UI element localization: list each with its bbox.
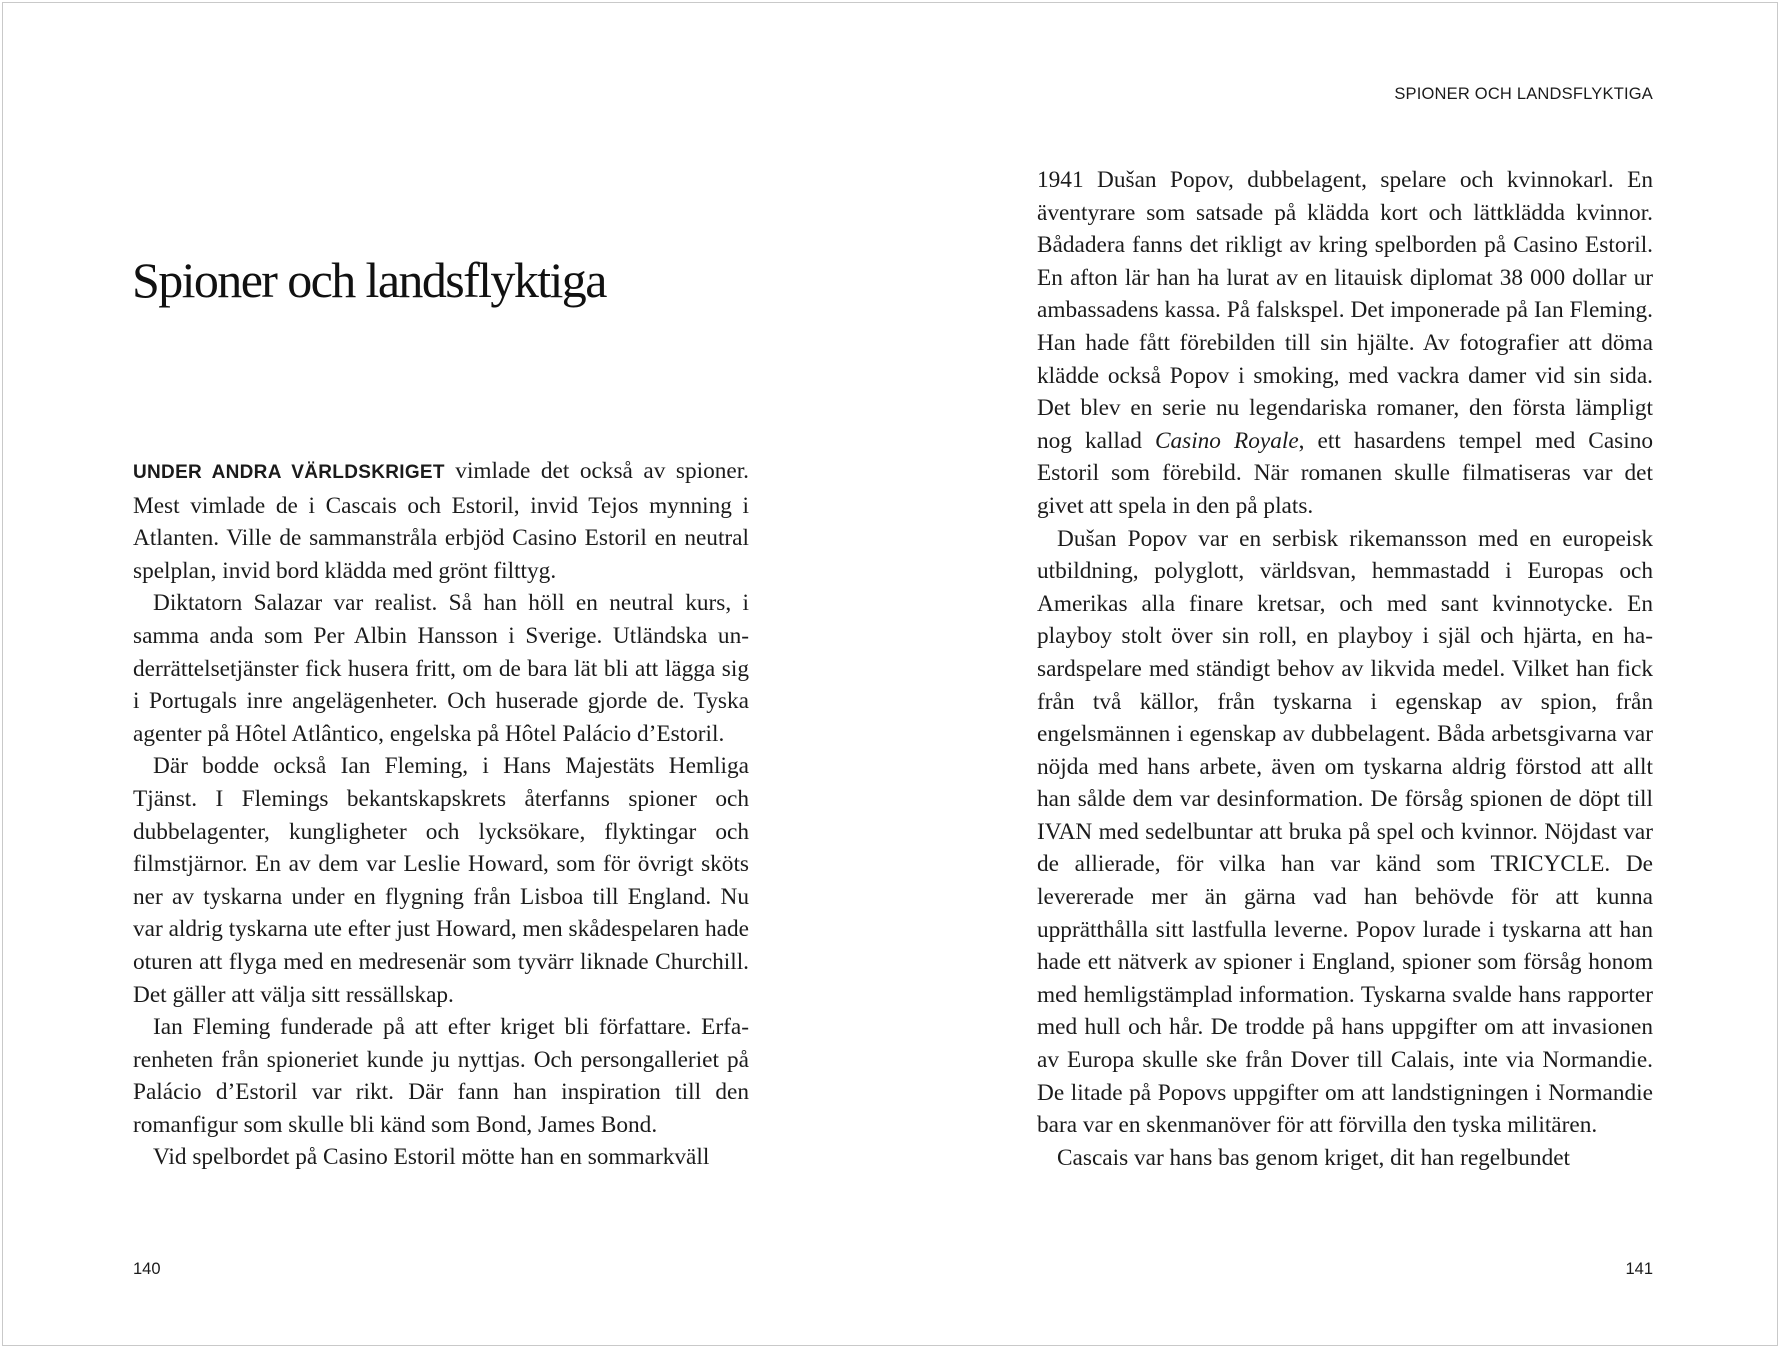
- left-page-body: [133, 455, 749, 1174]
- body-paragraph: Där bodde också Ian Fleming, i Hans Majestäts Hemliga Tjänst. I Flemings bekantskapskrets återfanns spioner och dubbelagenter, kungligheter och lycksökare, flyktingar och filmstjärnor. En av dem var Leslie Howard, som för övrigt sköts ner av tyskarna under en flygning från Lisboa till England. Nu var aldrig tyskarna ute efter just Howard, men skådespelaren hade oturen att flyga med en medresenär som tyvärr liknade Churchill. Det gäller att välja sitt ressällskap.: [133, 753, 749, 1008]
- lead-in-small-caps: UNDER ANDRA VÄRLDSKRIGET: [133, 462, 445, 483]
- body-paragraph: Cascais var hans bas genom kriget, dit han regelbundet: [1057, 1144, 1571, 1171]
- right-page-body: [1037, 164, 1653, 1174]
- left-page: [3, 3, 891, 1345]
- chapter-title: Spioner och landsflyktiga: [132, 252, 606, 308]
- body-paragraph: Diktatorn Salazar var realist. Så han höll en neutral kurs, i samma anda som Per Albin Hansson i Sverige. Utländska underrättelsetjänster fick husera fritt, om de bara lät bli att lägga sig i Portugals inre angelägenheter. Och huserade gjorde de. Tyska agenter på Hôtel Atlântico, engelska på Hôtel Palácio d’Estoril.: [133, 590, 749, 747]
- right-page: [891, 3, 1779, 1345]
- body-paragraph: Dušan Popov var en serbisk rikemansson med en europeisk utbildning, polyglott, världsvan, hemmastadd i Europas och Amerikas alla finare kretsar, och med sant kvinnotycke. En playboy stolt över sin roll, en playboy i själ och hjärta, en hasardspelare med ständigt behov av likvida medel. Vilket han fick från två källor, från tyskarna i egenskap av spion, från engelsmännen i egenskap av dubbelagent. Båda arbetsgivarna var nöjda med hans arbete, även om tyskarna aldrig förstod att allt han sålde dem var desinformation. De försåg spionen de döpt till IVAN med sedelbuntar att bruka på spel och kvinnor. Nöjdast var de allierade, för vilka han var känd som TRICYCLE. De levererade mer än gärna vad han behövde för att kunna upprätthålla sitt lastfulla leverne. Popov lurade i tyskarna att han hade ett nätverk av spioner i England, spioner som försåg honom med hemligstämplad information. Tyskarna svalde hans rapporter med hull och hår. De trodde på hans uppgifter om att invasionen av Europa skulle ske från Dover till Calais, inte via Normandie. De litade på Popovs uppgifter om att landstigningen i Normandie bara var en skenmanöver för att förvilla den tyska militären.: [1037, 525, 1653, 1139]
- body-paragraph: Vid spelbordet på Casino Estoril mötte han en sommarkväll: [153, 1144, 710, 1171]
- paragraph-text: , ett hasardens tempel med Casino Estoril som förebild. När romanen skulle filmatiseras var det givet att spela in den på plats.: [1037, 427, 1653, 519]
- book-title-italic: Casino Royale: [1154, 427, 1299, 454]
- body-paragraph: Ian Fleming funderade på att efter kriget bli författare. Erfarenheten från spioneriet kunde ju nyttjas. Och persongalleriet på Palácio d’Estoril var rikt. Där fann han inspiration till den romanfigur som skulle bli känd som Bond, James Bond.: [133, 1014, 749, 1138]
- body-paragraph: [133, 455, 749, 587]
- paragraph-text: 1941 Dušan Popov, dubbelagent, spelare och kvinnokarl. En äventyrare som satsade på klädda kort och lättklädda kvinnor. Bådadera fanns det rikligt av kring spelborden på Casino Estoril. En afton lär han ha lurat av en litauisk diplomat 38 000 dollar ur ambassadens kassa. På falskspel. Det imponerade på Ian Fleming. Han hade fått förebilden till sin hjälte. Av fotografier att döma klädde också Popov i smoking, med vackra damer vid sin sida. Det blev en serie nu legendariska romaner, den första lämpligt nog kallad: [1037, 167, 1653, 454]
- running-head: SPIONER OCH LANDSFLYKTIGA: [1394, 85, 1653, 103]
- paragraph-text: vimlade det också av spioner. Mest vimlade de i Cascais och Estoril, invid Tejos mynning i Atlanten. Ville de sammanstråla erbjöd Casino Estoril en neutral spelplan, invid bord klädda med grönt filttyg.: [133, 458, 749, 584]
- book-spread: [2, 2, 1778, 1346]
- page-number: 141: [1625, 1260, 1653, 1278]
- page-number: 140: [133, 1260, 161, 1278]
- body-paragraph: [1037, 164, 1653, 523]
